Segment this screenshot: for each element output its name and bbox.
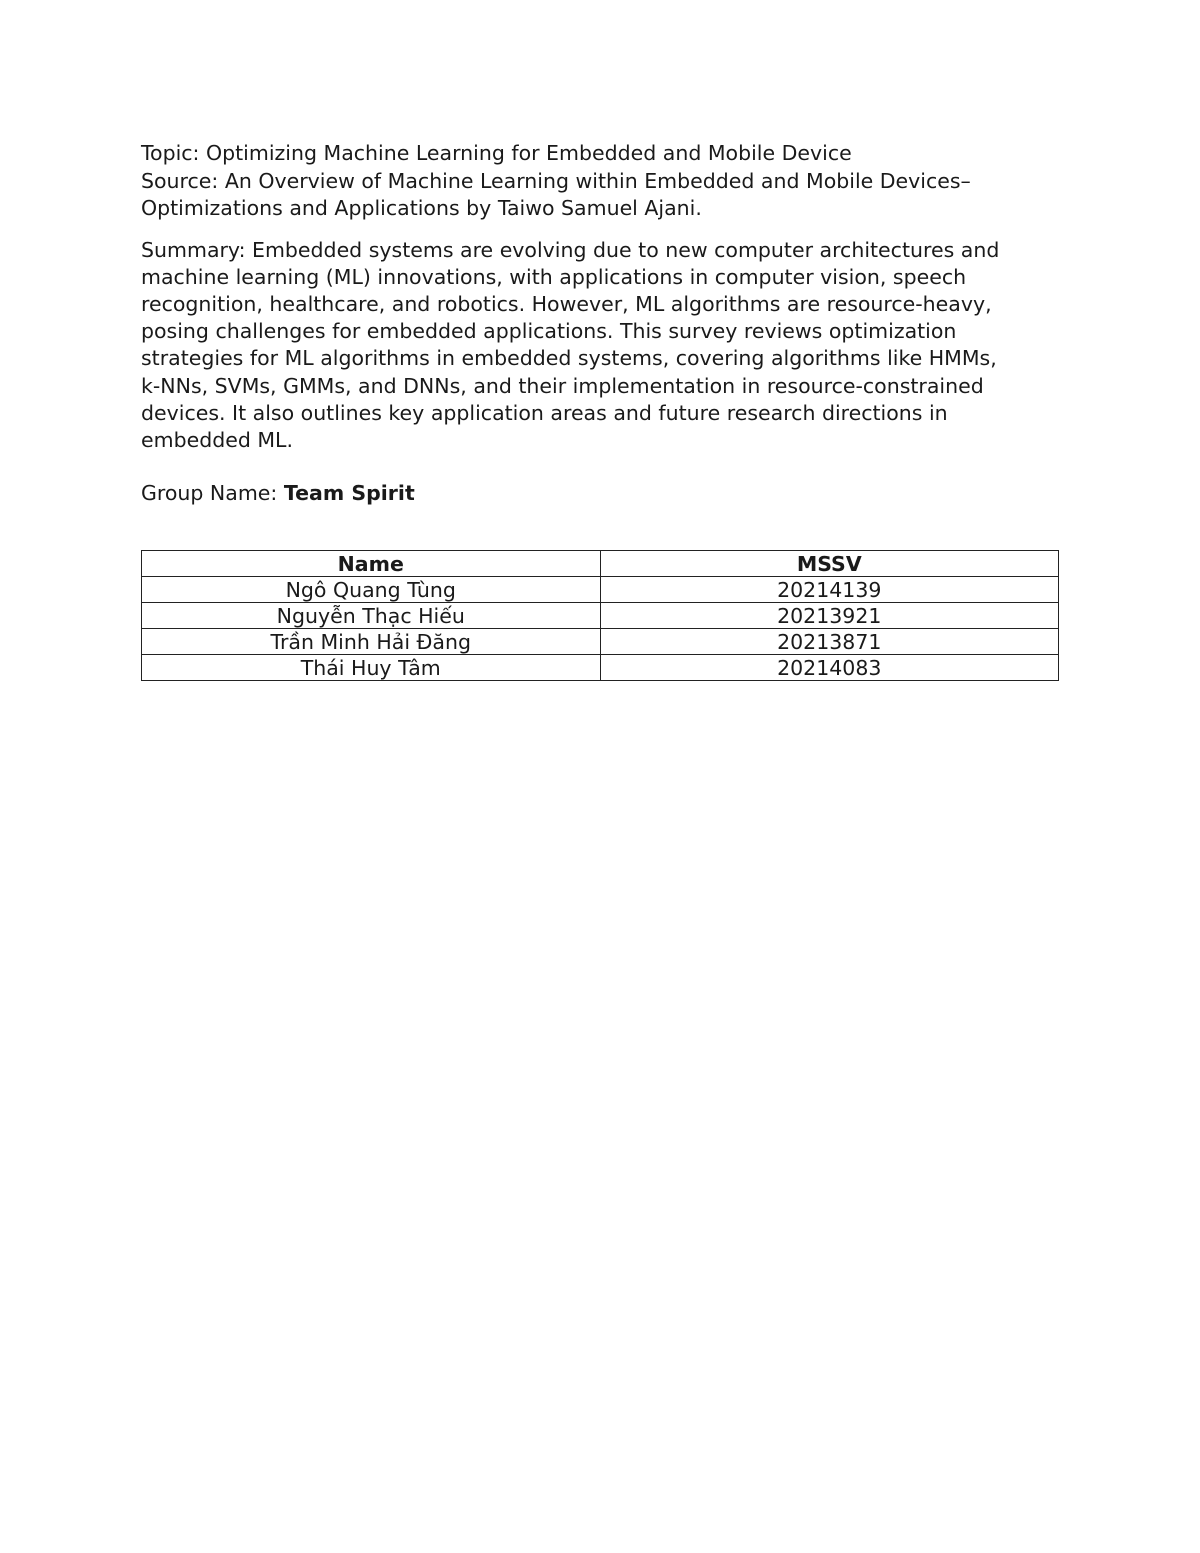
topic-line: Topic: Optimizing Machine Learning for Embedded and Mobile Device <box>141 141 852 165</box>
summary-line: embedded ML. <box>141 427 293 452</box>
header-mssv: MSSV <box>600 551 1059 577</box>
summary-line: machine learning (ML) innovations, with applications in computer vision, speech <box>141 264 967 289</box>
table-row <box>142 629 1059 655</box>
member-name: Ngô Quang Tùng <box>142 577 601 603</box>
member-name: Trần Minh Hải Đăng <box>142 629 601 655</box>
source-line-1: Source: An Overview of Machine Learning within Embedded and Mobile Devices– <box>141 168 971 193</box>
member-mssv: 20213921 <box>600 603 1059 629</box>
header-name: Name <box>142 551 601 577</box>
members-table <box>141 550 1059 681</box>
group-name-line <box>141 480 1059 508</box>
summary-line: strategies for ML algorithms in embedded systems, covering algorithms like HMMs, <box>141 346 997 371</box>
summary-line: recognition, healthcare, and robotics. However, ML algorithms are resource-heavy, <box>141 291 992 316</box>
member-name: Thái Huy Tâm <box>142 655 601 681</box>
summary-line: posing challenges for embedded applications. This survey reviews optimization <box>141 319 957 344</box>
summary-paragraph <box>141 237 1059 455</box>
table-row <box>142 655 1059 681</box>
document-body <box>141 140 1059 508</box>
group-label: Group Name: <box>141 481 284 506</box>
source-line-2: Optimizations and Applications by Taiwo Samuel Ajani. <box>141 196 702 220</box>
member-mssv: 20214083 <box>600 655 1059 681</box>
summary-line: Summary: Embedded systems are evolving due to new computer architectures and <box>141 237 1000 262</box>
summary-line: k-NNs, SVMs, GMMs, and DNNs, and their implementation in resource-constrained <box>141 373 984 398</box>
table-header-row <box>142 551 1059 577</box>
group-name: Team Spirit <box>283 481 415 506</box>
member-mssv: 20213871 <box>600 629 1059 655</box>
summary-line: devices. It also outlines key application areas and future research directions in <box>141 400 948 425</box>
table-row <box>142 603 1059 629</box>
table-row <box>142 577 1059 603</box>
member-name: Nguyễn Thạc Hiếu <box>142 603 601 629</box>
member-mssv: 20214139 <box>600 577 1059 603</box>
